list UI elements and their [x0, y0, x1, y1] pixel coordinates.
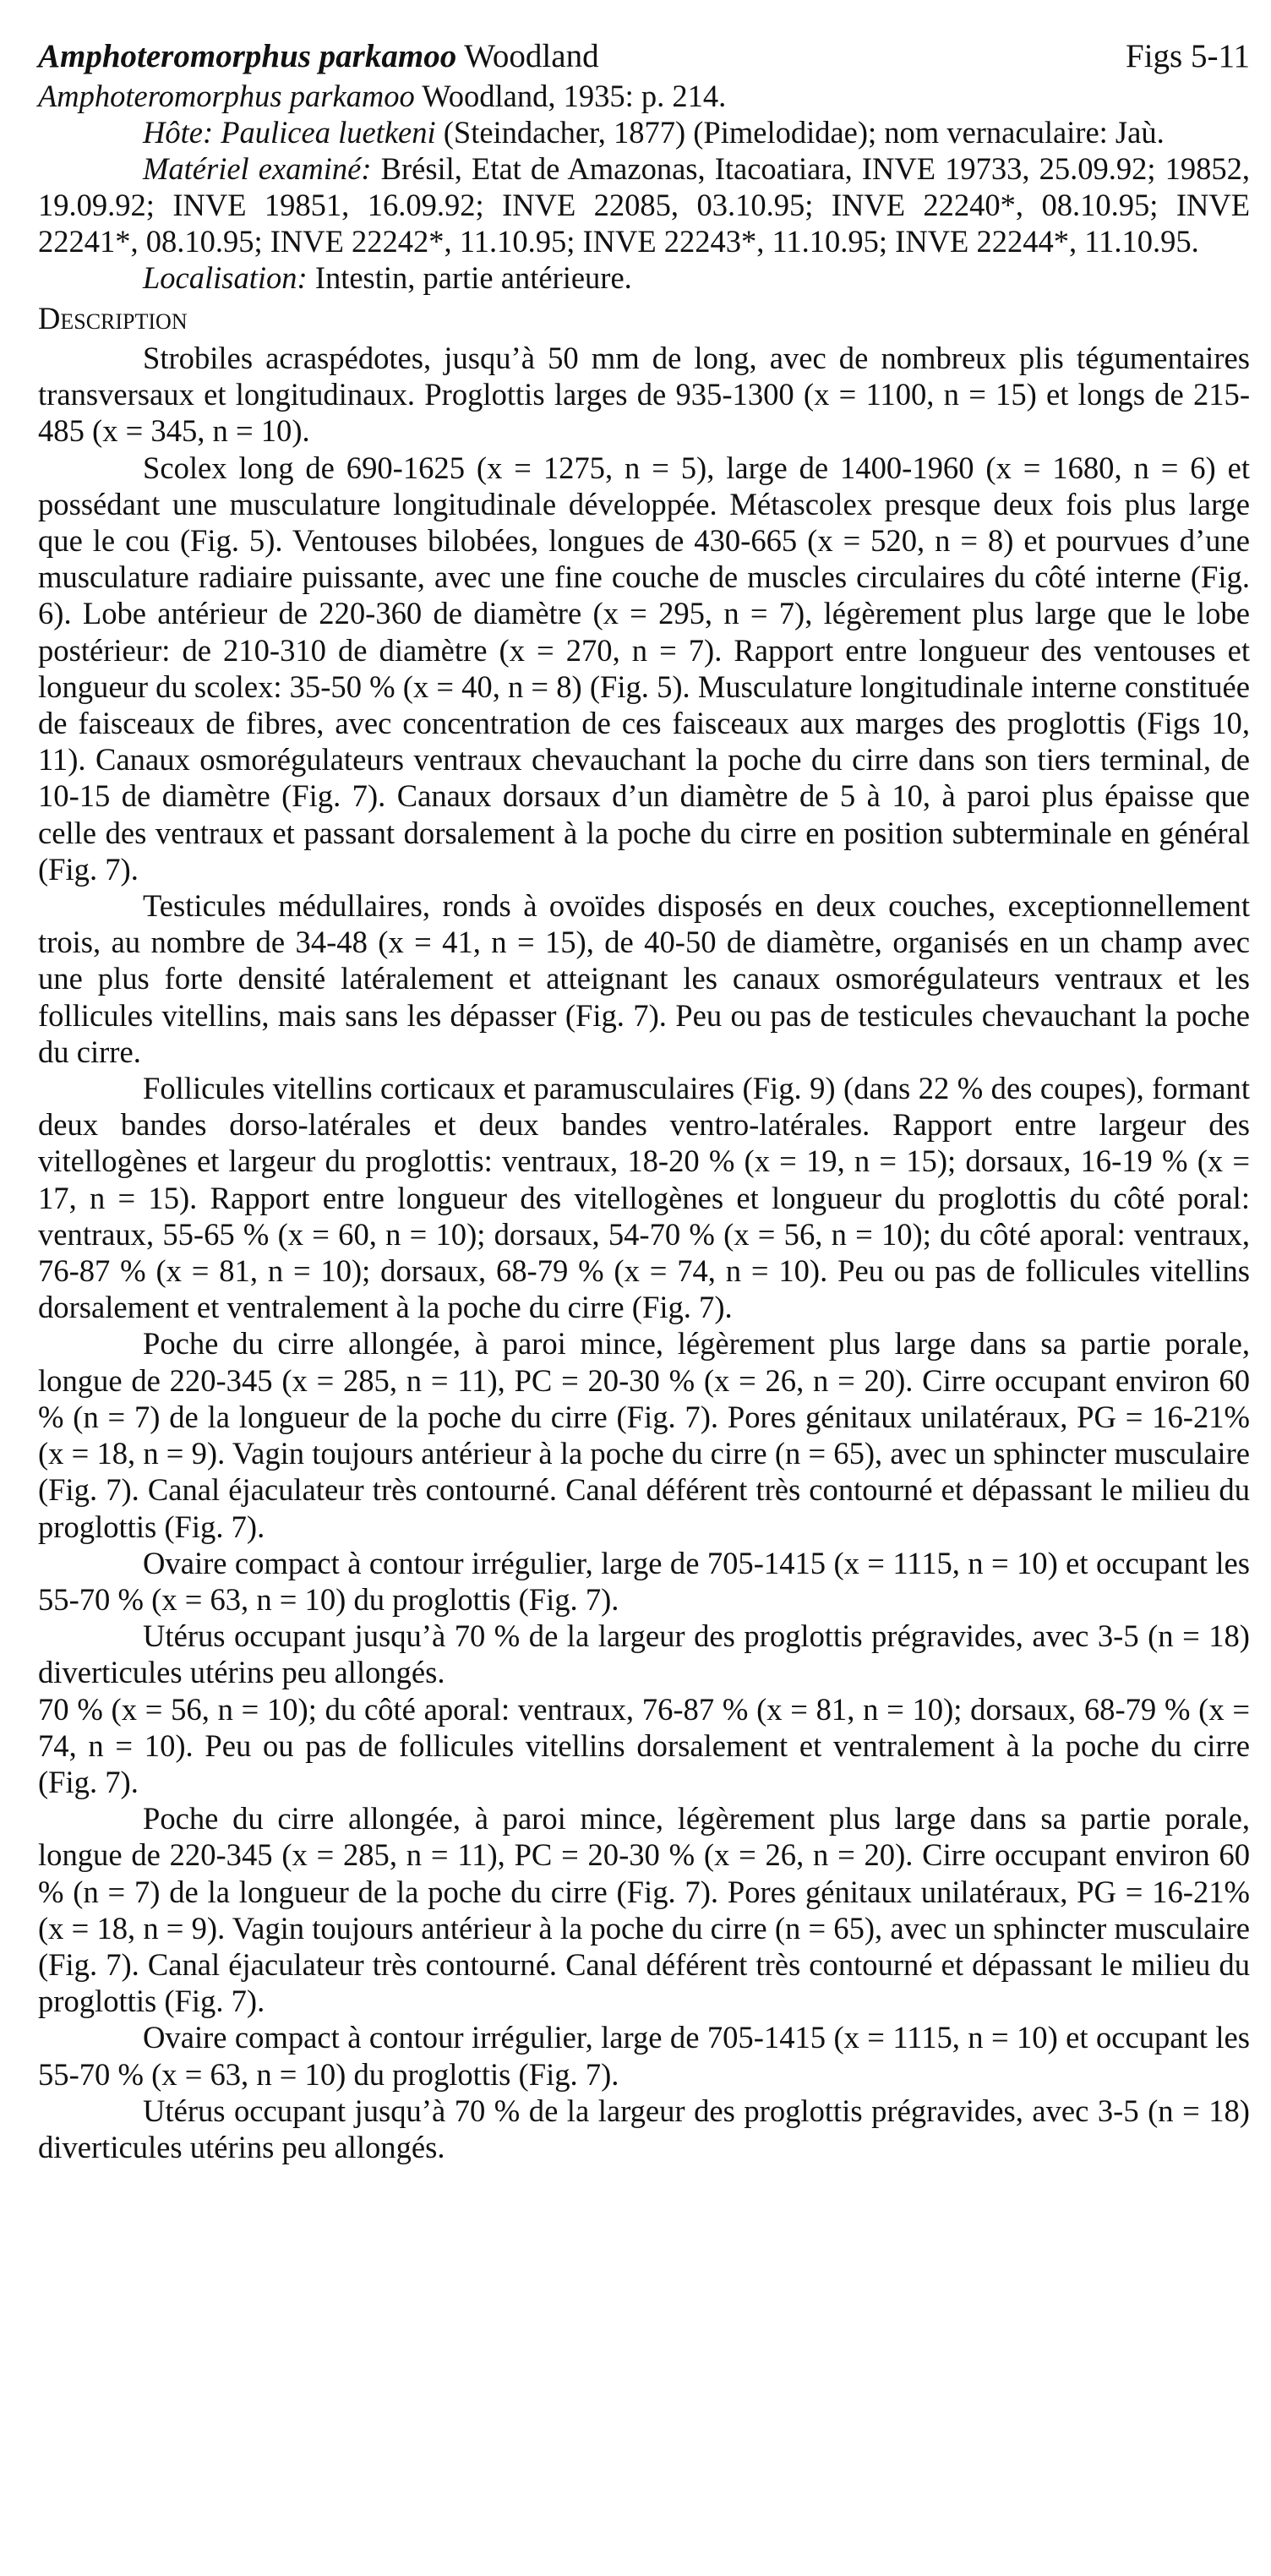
paragraph-uterus: Utérus occupant jusqu’à 70 % de la largeur des proglottis prégravides, avec 3-5 (n = 18) diverticules utérins peu allongés.: [38, 1618, 1250, 1690]
repeated-paragraph-ovary: Ovaire compact à contour irrégulier, large de 705-1415 (x = 1115, n = 10) et occupant les 55-70 % (x = 63, n = 10) du proglottis (Fig. 7).: [38, 2020, 1250, 2092]
paragraph-testes: Testicules médullaires, ronds à ovoïdes disposés en deux couches, exceptionnellement trois, au nombre de 34-48 (x = 41, n = 15), de 40-50 de diamètre, organisés en un champ avec une plus forte densité latéralement et atteignant les canaux osmorégulateurs ventraux et les follicules vitellins, mais sans les dépasser (Fig. 7). Peu ou pas de testicules chevauchant la poche du cirre.: [38, 888, 1250, 1069]
paragraph-vitellaria: Follicules vitellins corticaux et paramusculaires (Fig. 9) (dans 22 % des coupes), formant deux bandes dorso-latérales et deux bandes ventro-latérales. Rapport entre largeur des vitellogènes et largeur du proglottis: ventraux, 18-20 % (x = 19, n = 15); dorsaux, 16-19 % (x = 17, n = 15). Rapport entre longueur des vitellogènes et longueur du proglottis du côté poral: ventraux, 55-65 % (x = 60, n = 10); dorsaux, 54-70 % (x = 56, n = 10); du côté aporal: ventraux, 76-87 % (x = 81, n = 10); dorsaux, 68-79 % (x = 74, n = 10). Peu ou pas de follicules vitellins dorsalement et ventralement à la poche du cirre (Fig. 7).: [38, 1071, 1250, 1325]
section-heading-description: Description: [38, 301, 188, 336]
localisation-label: Localisation:: [143, 260, 308, 295]
repeated-paragraph-uterus: Utérus occupant jusqu’à 70 % de la largeur des proglottis prégravides, avec 3-5 (n = 18) diverticules utérins peu allongés.: [38, 2093, 1250, 2164]
species-title-row: [38, 35, 1250, 78]
localisation-line: [38, 259, 1250, 296]
paragraph-ovary: Ovaire compact à contour irrégulier, large de 705-1415 (x = 1115, n = 10) et occupant les 55-70 % (x = 63, n = 10) du proglottis (Fig. 7).: [38, 1545, 1250, 1617]
material-text: Brésil, Etat de Amazonas, Itacoatiara, INVE 19733, 25.09.92; 19852, 19.09.92; INVE 19851, 16.09.92; INVE 22085, 03.10.95; INVE 22240*, 08.10.95; INVE 22241*, 08.10.95; INVE 22242*, 11.10.95; INVE 22243*, 11.10.95; INVE 22244*, 11.10.95.: [38, 151, 1250, 259]
paragraph-cirrus-pouch: Poche du cirre allongée, à paroi mince, légèrement plus large dans sa partie porale, longue de 220-345 (x = 285, n = 11), PC = 20-30 % (x = 26, n = 20). Cirre occupant environ 60 % (n = 7) de la longueur de la poche du cirre (Fig. 7). Pores génitaux unilatéraux, PG = 16-21% (x = 18, n = 9). Vagin toujours antérieur à la poche du cirre (n = 65), avec un sphincter musculaire (Fig. 7). Canal éjaculateur très contourné. Canal déférent très contourné et dépassant le milieu du proglottis (Fig. 7).: [38, 1326, 1250, 1544]
paragraph-strobila: Strobiles acraspédotes, jusqu’à 50 mm de long, avec de nombreux plis tégumentaires transversaux et longitudinaux. Proglottis larges de 935-1300 (x = 1100, n = 15) et longs de 215-485 (x = 345, n = 10).: [38, 341, 1250, 449]
host-species: Paulicea luetkeni: [221, 115, 436, 150]
species-author: Woodland: [464, 38, 599, 74]
host-label: Hôte:: [143, 115, 214, 150]
repeated-fragment: 70 % (x = 56, n = 10); du côté aporal: ventraux, 76-87 % (x = 81, n = 10); dorsaux, 68-79 % (x = 74, n = 10). Peu ou pas de follicules vitellins dorsalement et ventralement à la poche du cirre (Fig. 7).: [38, 1691, 1250, 1799]
paragraph-scolex: Scolex long de 690-1625 (x = 1275, n = 5), large de 1400-1960 (x = 1680, n = 6) et possédant une musculature longitudinale développée. Métascolex presque deux fois plus large que le cou (Fig. 5). Ventouses bilobées, longues de 430-665 (x = 520, n = 8) et pourvues d’une musculature radiaire puissante, avec une fine couche de muscles circulaires du côté interne (Fig. 6). Lobe antérieur de 220-360 de diamètre (x = 295, n = 7), légèrement plus large que le lobe postérieur: de 210-310 de diamètre (x = 270, n = 7). Rapport entre longueur des ventouses et longueur du scolex: 35-50 % (x = 40, n = 8) (Fig. 5). Musculature longitudinale interne constituée de faisceaux de fibres, avec concentration de ces faisceaux aux marges des proglottis (Figs 10, 11). Canaux osmorégulateurs ventraux chevauchant la poche du cirre dans son tiers terminal, de 10-15 de diamètre (Fig. 7). Canaux dorsaux d’un diamètre de 5 à 10, à paroi plus épaisse que celle des ventraux et passant dorsalement à la poche du cirre en position subterminale en général (Fig. 7).: [38, 450, 1250, 887]
host-details: (Steindacher, 1877) (Pimelodidae); nom vernaculaire: Jaù.: [443, 115, 1165, 150]
synonymy-citation: Woodland, 1935: p. 214.: [422, 79, 727, 113]
repeated-paragraph-cirrus-pouch: Poche du cirre allongée, à paroi mince, légèrement plus large dans sa partie porale, longue de 220-345 (x = 285, n = 11), PC = 20-30 % (x = 26, n = 20). Cirre occupant environ 60 % (n = 7) de la longueur de la poche du cirre (Fig. 7). Pores génitaux unilatéraux, PG = 16-21% (x = 18, n = 9). Vagin toujours antérieur à la poche du cirre (n = 65), avec un sphincter musculaire (Fig. 7). Canal éjaculateur très contourné. Canal déférent très contourné et dépassant le milieu du proglottis (Fig. 7).: [38, 1801, 1250, 2019]
synonymy-name: Amphoteromorphus parkamoo: [38, 79, 415, 113]
material-examined: [38, 150, 1250, 259]
localisation-text: Intestin, partie antérieure.: [314, 260, 632, 295]
document-page: [38, 35, 1250, 2165]
material-label: Matériel examiné:: [143, 151, 372, 186]
species-title: [38, 35, 599, 78]
synonymy-line: [38, 78, 1250, 114]
host-line: [38, 114, 1250, 150]
figure-reference: Figs 5-11: [1126, 38, 1250, 74]
species-name: Amphoteromorphus parkamoo: [38, 38, 457, 74]
